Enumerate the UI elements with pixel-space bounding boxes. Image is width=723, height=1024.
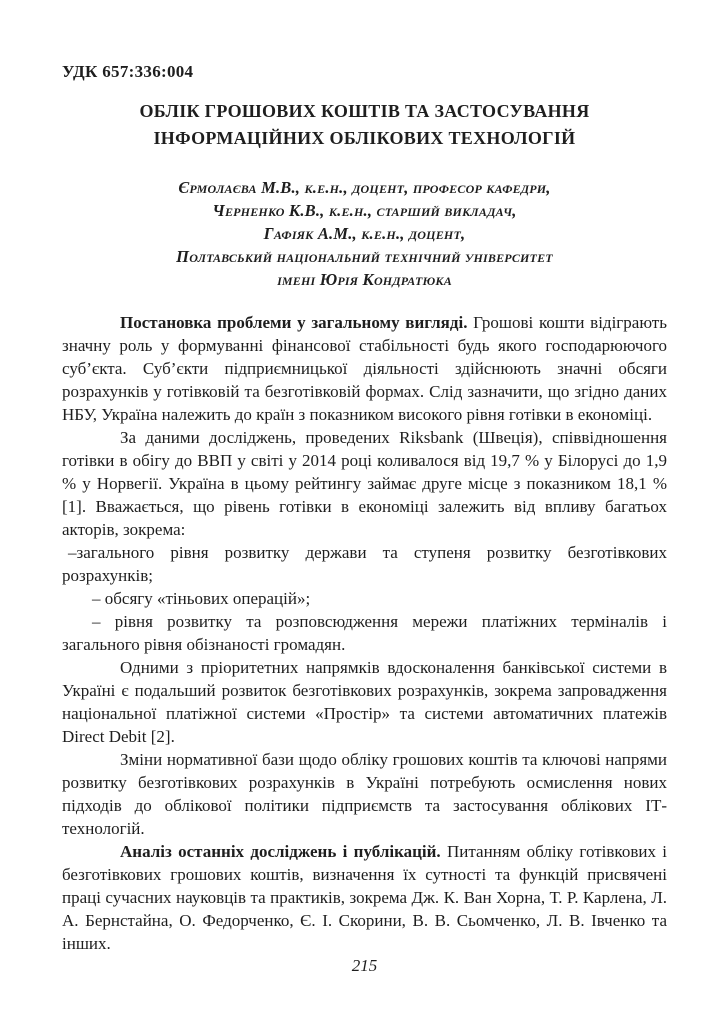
list-item-3: – рівня розвитку та розповсюдження мережи платіжних терміналів і загального рівня обізнаності громадян. [62,612,667,654]
paragraph-text: За даними досліджень, проведених Riksbank (Швеція), співвідношення готівки в обігу до ВВП у світі у 2014 році коливалося від 19,7 % у Білорусі до 1,9 % у Норвегії. Україна в цьому рейтингу займає друге місце з показником 18,1 % [1]. Вважається, що рівень готівки в економіці залежить від впливу багатьох акторів, зокрема: [62,428,667,539]
paragraph-riksbank [62,426,667,541]
paragraph-priorities [62,656,667,748]
paragraph-problem-statement [62,311,667,426]
page-number: 215 [351,956,378,975]
section-heading-analysis: Аналіз останніх досліджень і публікацій. [120,842,441,861]
paragraph-analysis [62,840,667,955]
paragraph-text: Зміни нормативної бази щодо обліку грошових коштів та ключові напрями розвитку безготівкових розрахунків в Україні потребують осмислення нових підходів до облікової політики підприємств та застосування облікових ІТ-технологій. [62,750,667,838]
paragraph-text: Питанням обліку готівкових і безготівкових грошових коштів, визначення їх сутності та функцій присвячені праці сучасних науковців та практиків, зокрема Дж. К. Ван Хорна, Т. Р. Карлена, Л. А. Бернстайна, О. Федорченко, Є. І. Скорини, В. В. Сьомченко, Л. В. Івченко та інших. [62,842,667,953]
article-title-line-2: ІНФОРМАЦІЙНИХ ОБЛІКОВИХ ТЕХНОЛОГІЙ [153,128,576,148]
paragraph-text: Грошові кошти відіграють значну роль у формуванні фінансової стабільності будь якого господарюючого суб’єкта. Суб’єкти підприємницької діяльності здійснюють значні обсяги розрахунків у готівковій та безготівковій формах. Слід зазначити, що згідно даних НБУ, Україна належить до країн з показником високого рівня готівки в економіці. [62,313,667,424]
author-line: Гафіяк А.М., к.е.н., доцент, [263,224,466,243]
authors-block [62,176,667,291]
list-item-1: –загального рівня розвитку держави та ступеня розвитку безготівкових розрахунків; [62,543,667,585]
udc-code: УДК 657:336:004 [62,62,194,81]
section-heading-problem: Постановка проблеми у загальному вигляді. [120,313,468,332]
author-line: Черненко К.В., к.е.н., старший викладач, [212,201,517,220]
article-title [62,98,667,152]
paragraph-regulatory [62,748,667,840]
affiliation-line: Полтавський національний технічний університет [176,247,553,266]
author-line: Єрмолаєва М.В., к.е.н., доцент, професор кафедри, [178,178,551,197]
list-item-2: – обсягу «тіньових операцій»; [92,589,311,608]
paragraph-text: Одними з пріоритетних напрямків вдосконалення банківської системи в Україні є подальший розвиток безготівкових розрахунків, зокрема запровадження національної платіжної системи «Простір» та системи автоматичних платежів Direct Debit [2]. [62,658,667,746]
affiliation-line: імені Юрія Кондратюка [277,270,452,289]
article-body [62,311,667,955]
article-title-line-1: ОБЛІК ГРОШОВИХ КОШТІВ ТА ЗАСТОСУВАННЯ [139,101,590,121]
